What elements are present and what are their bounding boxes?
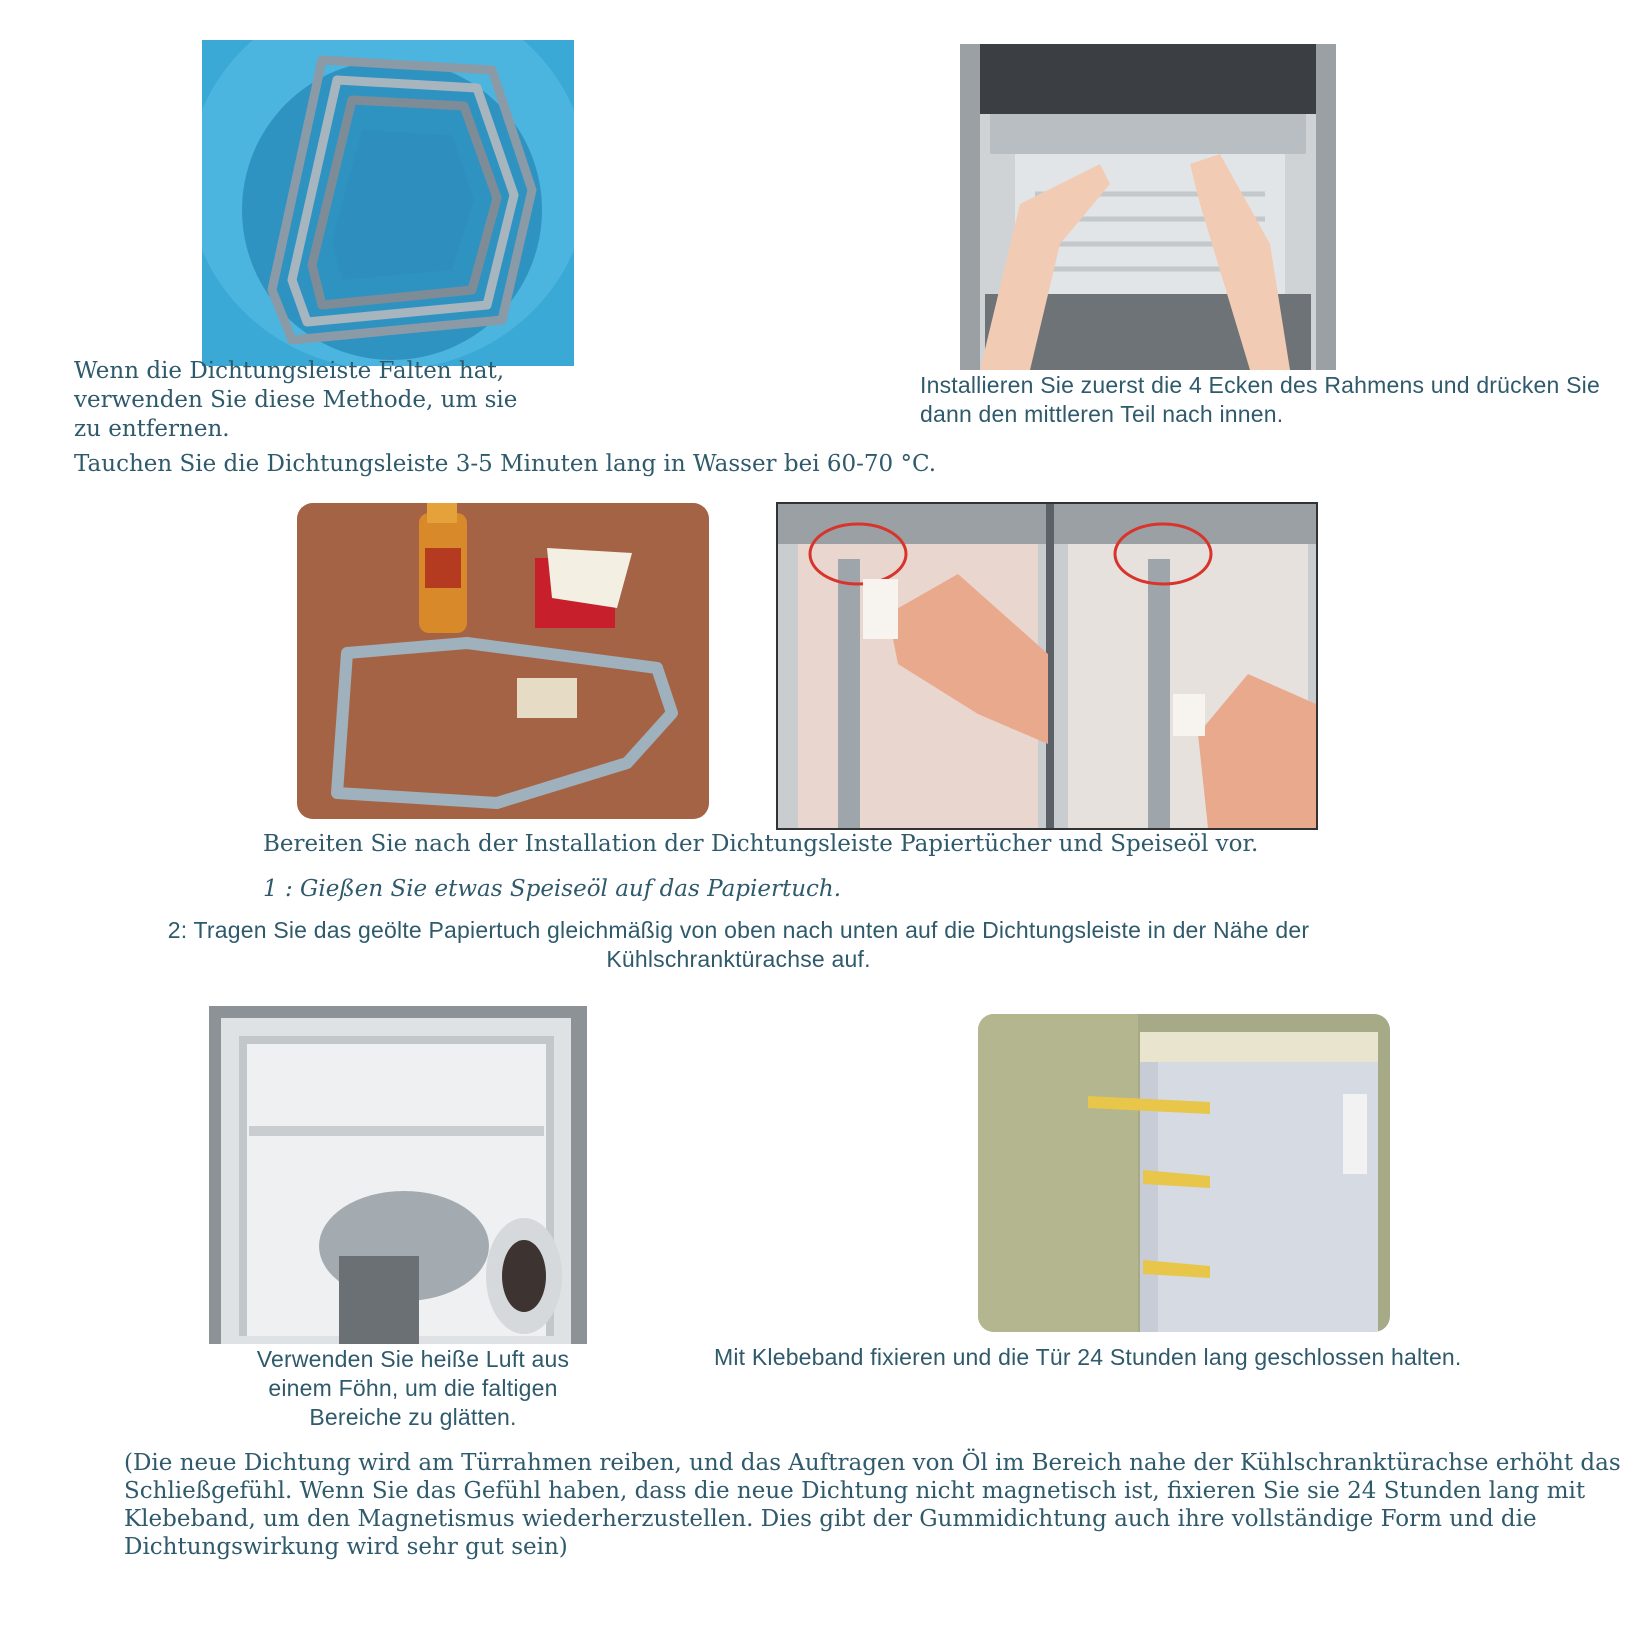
photo-install-frame [960, 44, 1336, 370]
photo-oil-and-tissues [297, 503, 709, 819]
step3-note1: 1 : Gießen Sie etwas Speiseöl auf das Papiertuch. [263, 876, 842, 902]
photo-taped-fridge [978, 1014, 1390, 1332]
photo-seal-in-water [202, 40, 574, 366]
step5-caption: Mit Klebeband fixieren und die Tür 24 Stunden lang geschlossen halten. [714, 1344, 1462, 1370]
step3-caption: Bereiten Sie nach der Installation der Dichtungsleiste Papiertücher und Speiseöl vor. [263, 831, 1259, 857]
step1-instruction: Tauchen Sie die Dichtungsleiste 3-5 Minuten lang in Wasser bei 60-70 °C. [74, 451, 937, 477]
step2-caption: Installieren Sie zuerst die 4 Ecken des Rahmens und drücken Sie dann den mittleren Teil nach innen. [920, 372, 1600, 427]
footer-note: (Die neue Dichtung wird am Türrahmen reiben, und das Auftragen von Öl im Bereich nahe der Kühlschranktürachse erhöht das Schließgefühl. Wenn Sie das Gefühl haben, dass die neue Dichtung nicht magnetisch ist, fixieren Sie sie 24 Stunden lang mit Klebeband, um den Magnetismus wiederherzustellen. Dies gibt der Gummidichtung auch ihre vollständige Form und die Dichtungswirkung wird sehr gut sein) [124, 1450, 1621, 1560]
step1-caption: Wenn die Dichtungsleiste Falten hat, verwenden Sie diese Methode, um sie zu entfernen. [74, 358, 518, 442]
photo-apply-oil-hinge [776, 502, 1318, 830]
step4-caption: Verwenden Sie heiße Luft aus einem Föhn, um die faltigen Bereiche zu glätten. [256, 1346, 570, 1430]
step3-note2: 2: Tragen Sie das geölte Papiertuch gleichmäßig von oben nach unten auf die Dichtungsleiste in der Nähe der Kühlschranktürachse auf. [167, 917, 1310, 972]
photo-hair-dryer [209, 1006, 587, 1344]
